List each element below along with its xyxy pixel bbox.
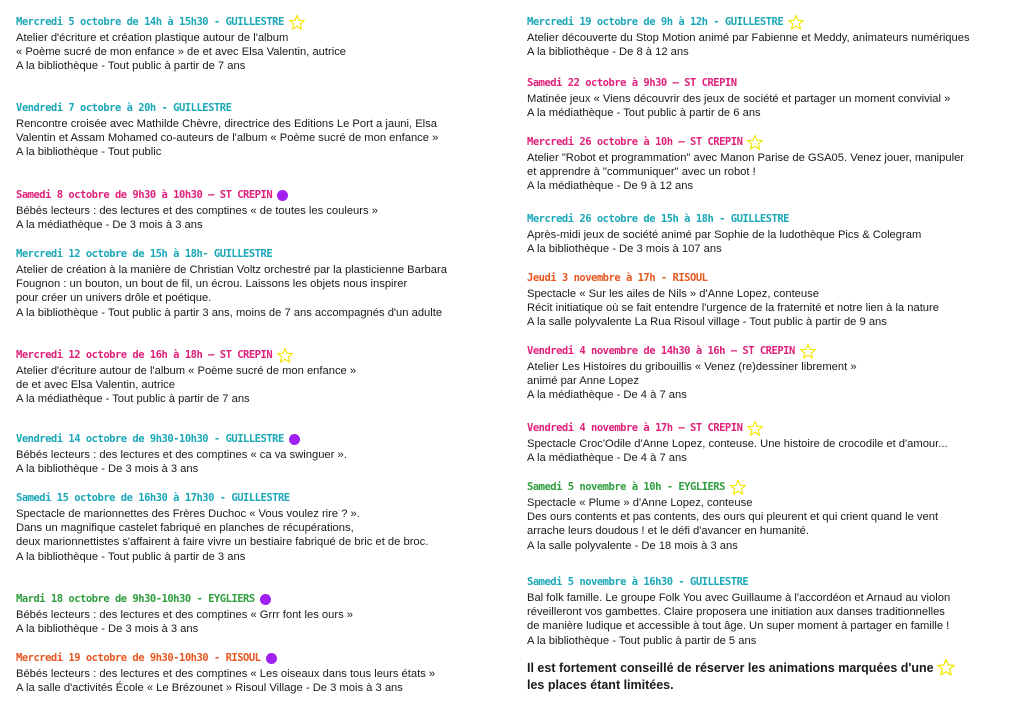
event-left-4 <box>16 347 356 407</box>
dot-icon <box>277 190 288 201</box>
event-title-text: Samedi 22 octobre à 9h30 – ST CREPIN <box>527 77 737 89</box>
event-title-text: Mercredi 26 octobre de 15h à 18h - GUILLESTRE <box>527 213 789 225</box>
event-detail-line: Atelier découverte du Stop Motion animé par Fabienne et Meddy, animateurs numériques <box>527 32 970 44</box>
event-detail-line: Bébés lecteurs : des lectures et des comptines « Les oiseaux dans tous leurs états » <box>16 668 436 680</box>
event-left-6 <box>16 490 428 564</box>
star-icon <box>936 658 956 677</box>
event-title-text: Mercredi 5 octobre de 14h à 15h30 - GUILLESTRE <box>16 16 284 28</box>
event-detail-line: A la bibliothèque - De 8 à 12 ans <box>527 46 689 59</box>
event-detail-line: de manière ludique et accessible à tout âge. Un super moment à partager en famille ! <box>527 620 950 633</box>
event-title <box>16 347 356 364</box>
dot-icon <box>289 434 300 445</box>
event-detail-line: pour créer un univers drôle et poétique. <box>16 292 212 305</box>
note-line-1: Il est fortement conseillé de réserver les animations marquées d'une <box>527 660 934 675</box>
event-title-text: Vendredi 4 novembre à 17h – ST CREPIN <box>527 422 743 434</box>
event-right-7 <box>527 479 938 553</box>
event-title <box>16 650 435 667</box>
event-right-6 <box>527 420 948 465</box>
event-detail-line: A la médiathèque - De 3 mois à 3 ans <box>16 219 203 232</box>
note-line-2: les places étant limitées. <box>527 678 674 692</box>
star-icon <box>288 14 306 31</box>
event-detail-line: animé par Anne Lopez <box>527 375 639 388</box>
star-icon <box>746 420 764 437</box>
event-title <box>16 187 378 204</box>
event-detail-line: Après-midi jeux de société animé par Sophie de la ludothèque Pics & Colegram <box>527 229 922 241</box>
event-right-4 <box>527 270 939 330</box>
event-detail-line: A la médiathèque - De 9 à 12 ans <box>527 180 694 193</box>
event-title-text: Mercredi 26 octobre à 10h – ST CREPIN <box>527 136 743 148</box>
event-detail-line: Valentin et Assam Mohamed co-auteurs de l'album « Poème sucré de mon enfance » <box>16 132 439 145</box>
event-detail-line: Atelier "Robot et programmation" avec Manon Parise de GSA05. Venez jouer, manipuler <box>527 152 965 164</box>
event-title-text: Mercredi 19 octobre de 9h30-10h30 - RISOUL <box>16 652 261 664</box>
event-title <box>16 490 428 507</box>
event-detail-line: Atelier Les Histoires du gribouillis « Venez (re)dessiner librement » <box>527 361 857 373</box>
event-detail-line: A la médiathèque - Tout public à partir de 6 ans <box>527 107 761 120</box>
event-detail-line: Rencontre croisée avec Mathilde Chèvre, directrice des Editions Le Port a jauni, Elsa <box>16 118 437 130</box>
event-detail-line: Spectacle de marionnettes des Frères Duchoc « Vous voulez rire ? ». <box>16 508 360 520</box>
event-detail-line: de et avec Elsa Valentin, autrice <box>16 379 175 392</box>
event-title-text: Samedi 5 novembre à 16h30 - GUILLESTRE <box>527 576 749 588</box>
event-detail-line: Atelier d'écriture et création plastique autour de l'album <box>16 32 289 44</box>
star-icon <box>799 343 817 360</box>
event-detail-line: A la bibliothèque - De 3 mois à 3 ans <box>16 623 199 636</box>
event-title-text: Vendredi 4 novembre de 14h30 à 16h – ST CREPIN <box>527 345 795 357</box>
event-left-8 <box>16 650 435 695</box>
event-left-5 <box>16 431 347 476</box>
event-right-3 <box>527 211 921 256</box>
event-detail-line: Spectacle Croc'Odile d'Anne Lopez, conteuse. Une histoire de crocodile et d'amour... <box>527 438 948 450</box>
event-detail-line: Spectacle « Sur les ailes de Nils » d'Anne Lopez, conteuse <box>527 288 819 300</box>
event-detail-line: A la bibliothèque - De 3 mois à 3 ans <box>16 463 199 476</box>
event-title <box>527 574 950 591</box>
star-icon <box>276 347 294 364</box>
event-title <box>527 134 964 151</box>
star-icon <box>729 479 747 496</box>
event-title <box>527 75 950 92</box>
event-detail-line: Dans un magnifique castelet fabriqué en planches de récupérations, <box>16 522 354 535</box>
event-title-text: Samedi 8 octobre de 9h30 à 10h30 – ST CREPIN <box>16 189 273 201</box>
event-detail-line: A la médiathèque - De 4 à 7 ans <box>527 389 687 402</box>
event-title <box>16 246 447 263</box>
event-detail-line: Spectacle « Plume » d'Anne Lopez, conteuse <box>527 497 753 509</box>
event-detail-line: et apprendre à "communiquer" avec un robot ! <box>527 166 756 179</box>
event-detail-line: Bal folk famille. Le groupe Folk You avec Guillaume à l'accordéon et Arnaud au violon <box>527 592 951 604</box>
event-detail-line: Atelier de création à la manière de Christian Voltz orchestré par la plasticienne Barbara <box>16 264 447 276</box>
event-detail-line: « Poème sucré de mon enfance » de et avec Elsa Valentin, autrice <box>16 46 347 59</box>
event-detail-line: Bébés lecteurs : des lectures et des comptines « ca va swinguer ». <box>16 449 347 461</box>
event-title-text: Jeudi 3 novembre à 17h - RISOUL <box>527 272 708 284</box>
event-title-text: Vendredi 7 octobre à 20h - GUILLESTRE <box>16 102 232 114</box>
event-title-text: Samedi 5 novembre à 10h - EYGLIERS <box>527 481 725 493</box>
event-left-3 <box>16 246 447 320</box>
event-detail-line: A la salle polyvalente La Rua Risoul village - Tout public à partir de 9 ans <box>527 316 887 329</box>
event-title-text: Mercredi 12 octobre de 15h à 18h- GUILLESTRE <box>16 248 273 260</box>
dot-icon <box>260 594 271 605</box>
event-detail-line: arrache leurs doudous ! et le défi d'avancer en humanité. <box>527 525 809 538</box>
event-detail-line: deux marionnettistes s'affairent à faire vivre un bestiaire fabriqué de bric et de broc. <box>16 536 429 549</box>
event-title <box>16 431 347 448</box>
event-title-text: Vendredi 14 octobre de 9h30-10h30 - GUILLESTRE <box>16 433 284 445</box>
event-detail-line: A la bibliothèque - Tout public à partir 3 ans, moins de 7 ans accompagnés d'un adulte <box>16 306 443 319</box>
event-right-2 <box>527 134 964 194</box>
event-detail-line: Matinée jeux « Viens découvrir des jeux de société et partager un moment convivial » <box>527 93 951 105</box>
event-title <box>527 420 948 437</box>
event-right-0 <box>527 14 970 59</box>
event-detail-line: A la bibliothèque - Tout public à partir de 3 ans <box>16 550 246 563</box>
event-left-7 <box>16 591 353 636</box>
event-detail-line: A la bibliothèque - De 3 mois à 107 ans <box>527 243 722 256</box>
event-title <box>527 211 921 228</box>
event-detail-line: A la salle d'activités École « Le Brézounet » Risoul Village - De 3 mois à 3 ans <box>16 682 403 695</box>
reservation-note <box>527 658 956 693</box>
event-detail-line: Récit initiatique où se fait entendre l'urgence de la fraternité et notre lien à la nature <box>527 302 939 315</box>
event-title <box>16 100 438 117</box>
event-left-0 <box>16 14 346 74</box>
event-detail-line: A la médiathèque - De 4 à 7 ans <box>527 452 687 465</box>
event-right-8 <box>527 574 950 648</box>
event-detail-line: Fougnon : un bouton, un bout de fil, un écrou. Laissons les objets nous inspirer <box>16 278 408 291</box>
event-detail-line: A la bibliothèque - Tout public à partir de 5 ans <box>527 634 757 647</box>
event-right-1 <box>527 75 950 120</box>
event-detail-line: A la bibliothèque - Tout public à partir de 7 ans <box>16 60 246 73</box>
event-detail-line: Des ours contents et pas contents, des ours qui pleurent et qui crient quand le vent <box>527 511 939 524</box>
event-title <box>527 270 939 287</box>
event-title <box>527 479 938 496</box>
event-title <box>16 591 353 608</box>
event-title <box>527 343 857 360</box>
event-title-text: Samedi 15 octobre de 16h30 à 17h30 - GUILLESTRE <box>16 492 290 504</box>
event-detail-line: Bébés lecteurs : des lectures et des comptines « de toutes les couleurs » <box>16 205 378 217</box>
star-icon <box>787 14 805 31</box>
event-detail-line: réveilleront vos gambettes. Claire proposera une initiation aux danses traditionnelles <box>527 606 945 619</box>
dot-icon <box>266 653 277 664</box>
event-title-text: Mercredi 19 octobre de 9h à 12h - GUILLESTRE <box>527 16 784 28</box>
event-detail-line: A la médiathèque - Tout public à partir de 7 ans <box>16 393 250 406</box>
event-title <box>16 14 346 31</box>
event-title <box>527 14 970 31</box>
event-left-2 <box>16 187 378 232</box>
event-detail-line: Bébés lecteurs : des lectures et des comptines « Grrr font les ours » <box>16 609 354 621</box>
event-left-1 <box>16 100 438 160</box>
event-title-text: Mardi 18 octobre de 9h30-10h30 - EYGLIERS <box>16 593 255 605</box>
event-detail-line: Atelier d'écriture autour de l'album « Poème sucré de mon enfance » <box>16 365 357 377</box>
event-right-5 <box>527 343 857 403</box>
event-detail-line: A la salle polyvalente - De 18 mois à 3 ans <box>527 539 738 552</box>
event-detail-line: A la bibliothèque - Tout public <box>16 146 162 159</box>
star-icon <box>746 134 764 151</box>
event-title-text: Mercredi 12 octobre de 16h à 18h – ST CREPIN <box>16 349 273 361</box>
